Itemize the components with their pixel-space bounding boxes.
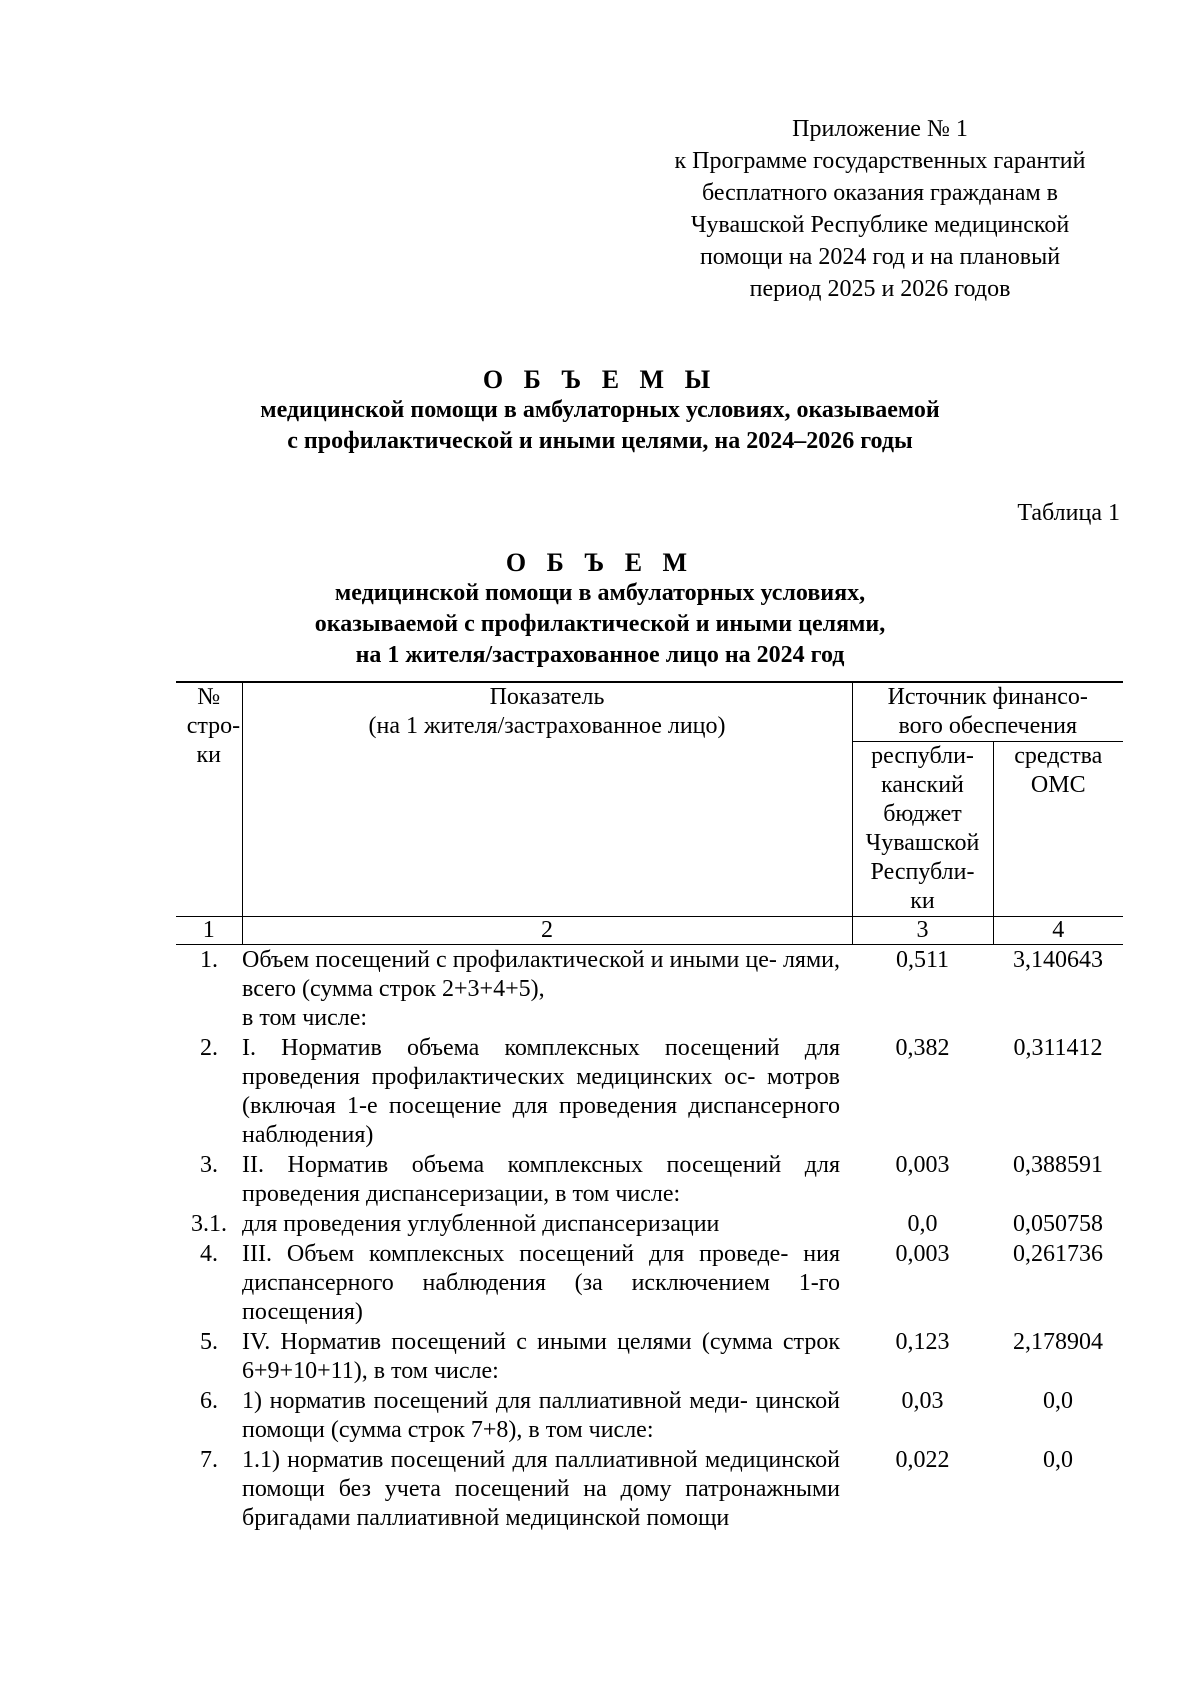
header-oms-funds: средства ОМС [993, 742, 1123, 917]
row-budget-value: 0,03 [901, 1388, 944, 1414]
column-number: 3 [852, 917, 993, 945]
row-number: 6. [200, 1388, 218, 1414]
row-indicator: Объем посещений с профилактической и иными це- лями, всего (сумма строк 2+3+4+5), в том числе: [242, 947, 840, 1031]
row-indicator: 1) норматив посещений для паллиативной меди- цинской помощи (сумма строк 7+8), в том числе: [242, 1388, 840, 1443]
main-title-heading: О Б Ъ Е М Ы [482, 365, 718, 394]
table-row [176, 1445, 1123, 1533]
column-number: 4 [993, 917, 1123, 945]
row-indicator: I. Норматив объема комплексных посещений для проведения профилактических медицинских ос- мотров (включая 1-е посещение для проведения диспансерного наблюдения) [242, 1035, 840, 1148]
table-row [176, 1386, 1123, 1445]
row-budget-value: 0,003 [895, 1241, 950, 1267]
table-row [176, 1033, 1123, 1150]
row-indicator: IV. Норматив посещений с иными целями (сумма строк 6+9+10+11), в том числе: [242, 1329, 840, 1384]
header-row-number: № стро- ки [176, 682, 242, 917]
appendix-block [640, 113, 1120, 305]
table-title [0, 547, 1200, 671]
row-budget-value: 0,0 [907, 1211, 938, 1237]
row-oms-value: 0,261736 [1013, 1241, 1103, 1267]
row-number: 1. [200, 947, 218, 973]
row-budget-value: 0,123 [895, 1329, 950, 1355]
header-funding-source: Источник финансо- вого обеспечения [852, 682, 1123, 742]
header-republican-budget: республи- канский бюджет Чувашской Республи- ки [852, 742, 993, 917]
header-indicator: Показатель (на 1 жителя/застрахованное лицо) [242, 682, 852, 917]
row-oms-value: 0,388591 [1013, 1152, 1103, 1178]
appendix-line: период 2025 и 2026 годов [749, 276, 1011, 302]
table-title-line: на 1 жителя/застрахованное лицо на 2024 год [355, 642, 845, 668]
appendix-line: помощи на 2024 год и на плановый [699, 244, 1061, 270]
row-budget-value: 0,511 [895, 947, 950, 973]
appendix-line: бесплатного оказания гражданам в [702, 180, 1058, 206]
row-oms-value: 0,050758 [1013, 1211, 1103, 1237]
row-indicator: II. Норматив объема комплексных посещений для проведения диспансеризации, в том числе: [242, 1152, 840, 1207]
row-oms-value: 3,140643 [1013, 947, 1103, 973]
column-number: 1 [176, 917, 242, 945]
table-label: Таблица 1 [1017, 500, 1120, 526]
main-title [0, 364, 1200, 457]
row-oms-value: 2,178904 [1013, 1329, 1103, 1355]
row-number: 3. [200, 1152, 218, 1178]
row-number: 4. [200, 1241, 218, 1267]
row-oms-value: 0,0 [1043, 1388, 1073, 1414]
row-budget-value: 0,382 [895, 1035, 950, 1061]
column-number: 2 [242, 917, 852, 945]
row-budget-value: 0,003 [895, 1152, 950, 1178]
row-budget-value: 0,022 [895, 1447, 950, 1473]
main-title-line: медицинской помощи в амбулаторных условиях, оказываемой [260, 397, 940, 423]
row-indicator: III. Объем комплексных посещений для проведе- ния диспансерного наблюдения (за исключением 1-го посещения) [242, 1241, 840, 1325]
row-number: 2. [200, 1035, 218, 1061]
table-row [176, 1209, 1123, 1239]
row-oms-value: 0,311412 [1013, 1035, 1103, 1061]
row-number: 5. [200, 1329, 218, 1355]
main-title-line: с профилактической и иными целями, на 2024–2026 годы [287, 428, 913, 454]
row-number: 3.1. [191, 1211, 227, 1237]
table-row [176, 1327, 1123, 1386]
table-title-line: медицинской помощи в амбулаторных условиях, [334, 580, 866, 606]
row-number: 7. [200, 1447, 218, 1473]
row-indicator: 1.1) норматив посещений для паллиативной медицинской помощи без учета посещений на дому патронажными бригадами паллиативной медицинской помощи [242, 1447, 840, 1531]
table-title-heading: О Б Ъ Е М [505, 548, 695, 577]
table-title-line: оказываемой с профилактической и иными целями, [314, 611, 886, 637]
row-indicator: для проведения углубленной диспансеризации [242, 1211, 720, 1237]
appendix-line: Приложение № 1 [792, 116, 968, 142]
row-subtext: в том числе: [242, 1005, 368, 1031]
table-row [176, 945, 1123, 1034]
volume-table [176, 681, 1123, 1533]
table-row [176, 1150, 1123, 1209]
table-row [176, 1239, 1123, 1327]
appendix-line: к Программе государственных гарантий [674, 148, 1086, 174]
appendix-line: Чувашской Республике медицинской [690, 212, 1070, 238]
row-oms-value: 0,0 [1043, 1447, 1073, 1473]
